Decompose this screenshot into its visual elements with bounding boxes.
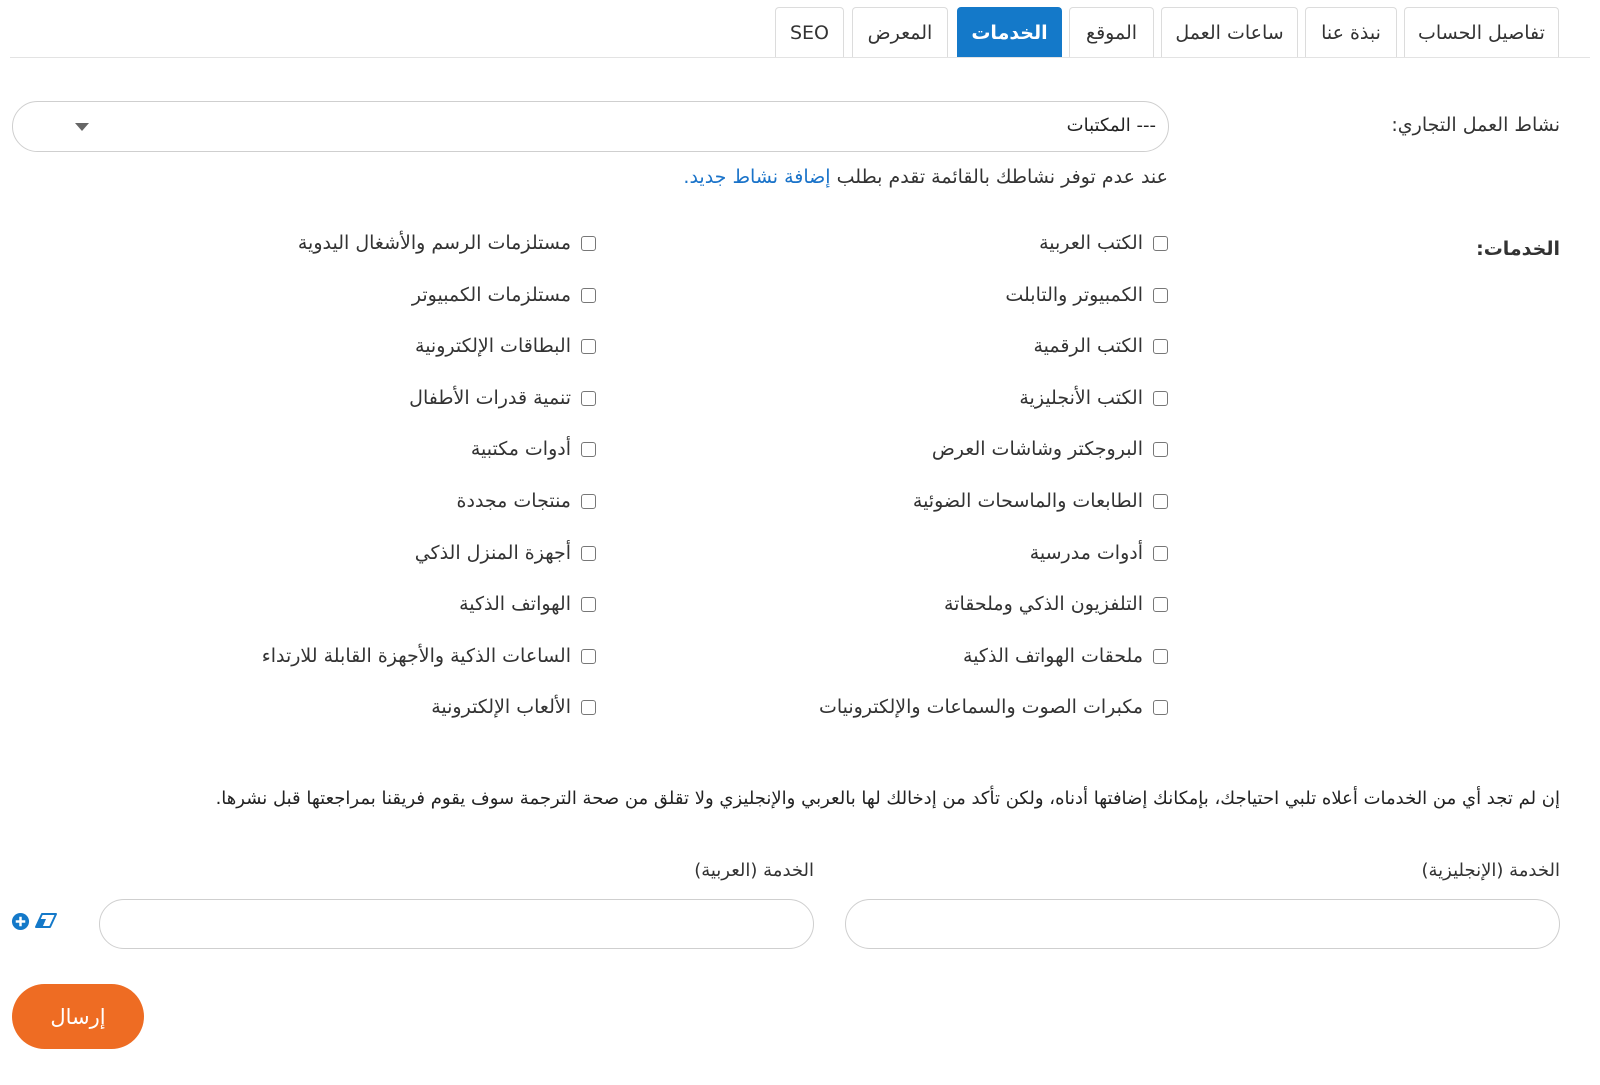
service-option[interactable] — [1033, 335, 1168, 357]
service-checkbox[interactable] — [1153, 597, 1168, 612]
arabic-service-input[interactable] — [99, 899, 814, 949]
service-checkbox[interactable] — [1153, 236, 1168, 251]
submit-button[interactable]: إرسال — [12, 984, 144, 1049]
service-option-label: الطابعات والماسحات الضوئية — [912, 490, 1143, 512]
arabic-service-label: الخدمة (العربية) — [694, 860, 814, 881]
service-checkbox[interactable] — [581, 391, 596, 406]
service-option[interactable] — [1019, 387, 1168, 409]
service-checkbox[interactable] — [581, 494, 596, 509]
service-option-label: الساعات الذكية والأجهزة القابلة للارتداء — [261, 645, 571, 667]
custom-services-note: إن لم تجد أي من الخدمات أعلاه تلبي احتياجك، بإمكانك إضافتها أدناه، ولكن تأكد من إدخالك لها بالعربي والإنجليزي ولا تقلق من صحة الترجمة سوف يقوم فريقنا بمراجعتها قبل نشرها. — [215, 788, 1560, 809]
service-checkbox[interactable] — [1153, 442, 1168, 457]
service-option[interactable] — [431, 696, 596, 718]
service-option[interactable] — [409, 387, 596, 409]
service-checkbox[interactable] — [1153, 339, 1168, 354]
tab-gallery[interactable]: المعرض — [852, 7, 948, 57]
business-activity-select[interactable] — [12, 101, 1169, 152]
service-option-label: مستلزمات الكمبيوتر — [411, 284, 571, 306]
english-service-input[interactable] — [845, 899, 1560, 949]
service-option[interactable] — [913, 490, 1168, 512]
service-checkbox[interactable] — [581, 649, 596, 664]
service-checkbox[interactable] — [1153, 494, 1168, 509]
service-option[interactable] — [457, 490, 596, 512]
plus-circle-icon[interactable] — [11, 912, 30, 931]
service-checkbox[interactable] — [1153, 649, 1168, 664]
service-option[interactable] — [932, 438, 1168, 460]
service-option[interactable] — [262, 645, 596, 667]
service-option-label: البروجكتر وشاشات العرض — [931, 438, 1143, 460]
business-activity-label: نشاط العمل التجاري: — [1391, 114, 1560, 136]
service-option-label: التلفزيون الذكي وملحقاتة — [943, 593, 1143, 615]
business-help-text — [683, 166, 1168, 188]
help-prefix: عند عدم توفر نشاطك بالقائمة تقدم بطلب — [830, 166, 1168, 188]
service-option[interactable] — [819, 696, 1168, 718]
service-option-label: أدوات مكتبية — [470, 438, 571, 460]
service-checkbox[interactable] — [1153, 700, 1168, 715]
service-option-label: تنمية قدرات الأطفال — [409, 387, 571, 409]
tab-about[interactable]: نبذة عنا — [1305, 7, 1397, 57]
service-option-label: ملحقات الهواتف الذكية — [963, 645, 1143, 667]
english-service-label: الخدمة (الإنجليزية) — [1421, 860, 1560, 881]
service-option-label: الكتب العربية — [1039, 232, 1143, 254]
service-checkbox[interactable] — [581, 236, 596, 251]
service-option-label: منتجات مجددة — [456, 490, 571, 512]
service-option-label: الكتب الأنجليزية — [1019, 387, 1143, 409]
service-checkbox[interactable] — [581, 339, 596, 354]
service-option-label: أجهزة المنزل الذكي — [414, 542, 571, 564]
service-option[interactable] — [1005, 284, 1168, 306]
service-option[interactable] — [412, 284, 596, 306]
service-checkbox[interactable] — [581, 597, 596, 612]
service-option[interactable] — [459, 593, 596, 615]
service-option[interactable] — [471, 438, 596, 460]
service-option-label: أدوات مدرسية — [1029, 542, 1143, 564]
service-option-label: مستلزمات الرسم والأشغال اليدوية — [297, 232, 571, 254]
service-option[interactable] — [963, 645, 1168, 667]
tab-working-hours[interactable]: ساعات العمل — [1161, 7, 1298, 57]
service-checkbox[interactable] — [1153, 546, 1168, 561]
service-option[interactable] — [415, 542, 596, 564]
service-checkbox[interactable] — [581, 442, 596, 457]
service-option-label: البطاقات الإلكترونية — [415, 335, 571, 357]
service-option[interactable] — [1030, 542, 1168, 564]
service-option-label: الألعاب الإلكترونية — [431, 696, 571, 718]
eraser-icon[interactable] — [34, 912, 58, 930]
tabs-divider — [10, 57, 1590, 58]
service-option[interactable] — [415, 335, 596, 357]
service-option-label: الكتب الرقمية — [1033, 335, 1143, 357]
service-option-label: الكمبيوتر والتابلت — [1005, 284, 1143, 306]
service-checkbox[interactable] — [581, 546, 596, 561]
tab-seo[interactable]: SEO — [775, 7, 844, 57]
tab-account-details[interactable]: تفاصيل الحساب — [1404, 7, 1559, 57]
tab-services[interactable]: الخدمات — [957, 7, 1062, 57]
services-label: الخدمات: — [1476, 238, 1560, 260]
service-option[interactable] — [944, 593, 1168, 615]
service-checkbox[interactable] — [581, 288, 596, 303]
service-checkbox[interactable] — [1153, 391, 1168, 406]
service-option-label: مكبرات الصوت والسماعات والإلكترونيات — [818, 696, 1143, 718]
chevron-down-icon — [75, 123, 89, 131]
service-checkbox[interactable] — [581, 700, 596, 715]
service-option-label: الهواتف الذكية — [459, 593, 571, 615]
service-option[interactable] — [1039, 232, 1168, 254]
add-activity-link[interactable]: إضافة نشاط جديد. — [683, 166, 831, 188]
tab-location[interactable]: الموقع — [1069, 7, 1154, 57]
service-checkbox[interactable] — [1153, 288, 1168, 303]
business-activity-value: --- المكتبات — [1066, 115, 1156, 136]
service-option[interactable] — [298, 232, 596, 254]
